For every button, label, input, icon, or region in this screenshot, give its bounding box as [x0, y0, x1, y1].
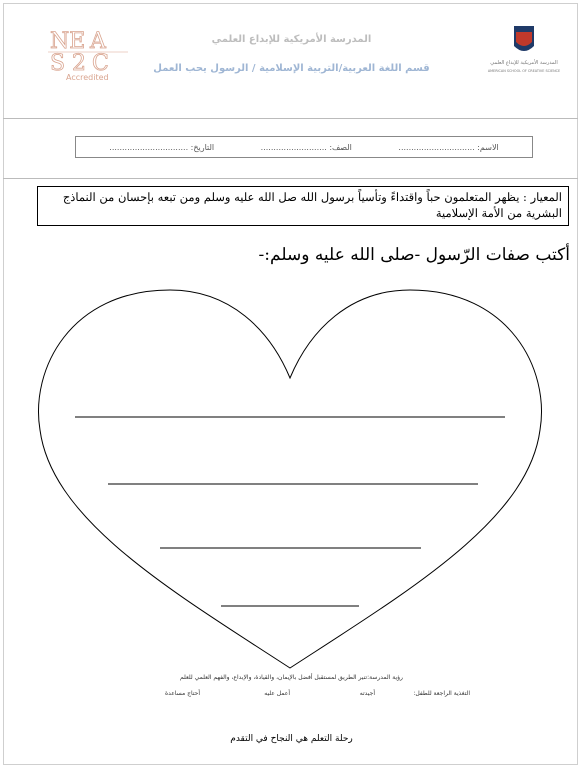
- logo-letters-bottom: S: [50, 51, 66, 76]
- crest-caption-ar: المدرسة الأمريكية للإبداع العلمي: [490, 60, 558, 66]
- svg-text:C: C: [92, 51, 109, 76]
- class-field[interactable]: الصف: ..........................: [260, 142, 352, 152]
- svg-text:2: 2: [72, 51, 86, 76]
- school-vision: رؤية المدرسة:تنير الطريق لمستقبل أفضل بالإيمان، والقيادة، والإبداع، والفهم العلمي للعلم: [180, 674, 403, 681]
- logo-accredited: Accredited: [66, 73, 109, 82]
- name-field[interactable]: الاسم: ..............................: [398, 142, 499, 152]
- department-title: قسم اللغة العربية/التربية الإسلامية / الرسول يحب العمل: [153, 63, 430, 74]
- date-field[interactable]: التاريخ: ...............................: [109, 142, 215, 152]
- footer-motto: رحلة التعلم هي النجاح في التقدم: [230, 734, 353, 744]
- crest-caption-en: AMERICAN SCHOOL OF CREATIVE SCIENCE: [487, 69, 561, 73]
- feedback-label: التغذية الراجعة للطفل:: [413, 690, 470, 697]
- logo-letters-a: A: [90, 29, 106, 54]
- standard-box: المعيار : يظهر المتعلمون حباً واقتداءً وتأسياً برسول الله صل الله عليه وسلم ومن تبعه بإحسان من النماذج البشرية من الأمة الإسلامية: [37, 186, 569, 226]
- feedback-option-help[interactable]: أحتاج مساعدة: [164, 690, 200, 697]
- feedback-option-working[interactable]: أعمل عليه: [264, 690, 290, 697]
- school-name: المدرسة الأمريكية للإبداع العلمي: [211, 34, 372, 45]
- task-title: أكتب صفات الرّسول -صلى الله عليه وسلم:-: [258, 245, 570, 265]
- logo-letters-top: NE: [50, 29, 86, 54]
- feedback-option-good[interactable]: أجيدته: [359, 690, 375, 697]
- feedback-row: [160, 690, 470, 702]
- heart-outline: [39, 290, 542, 668]
